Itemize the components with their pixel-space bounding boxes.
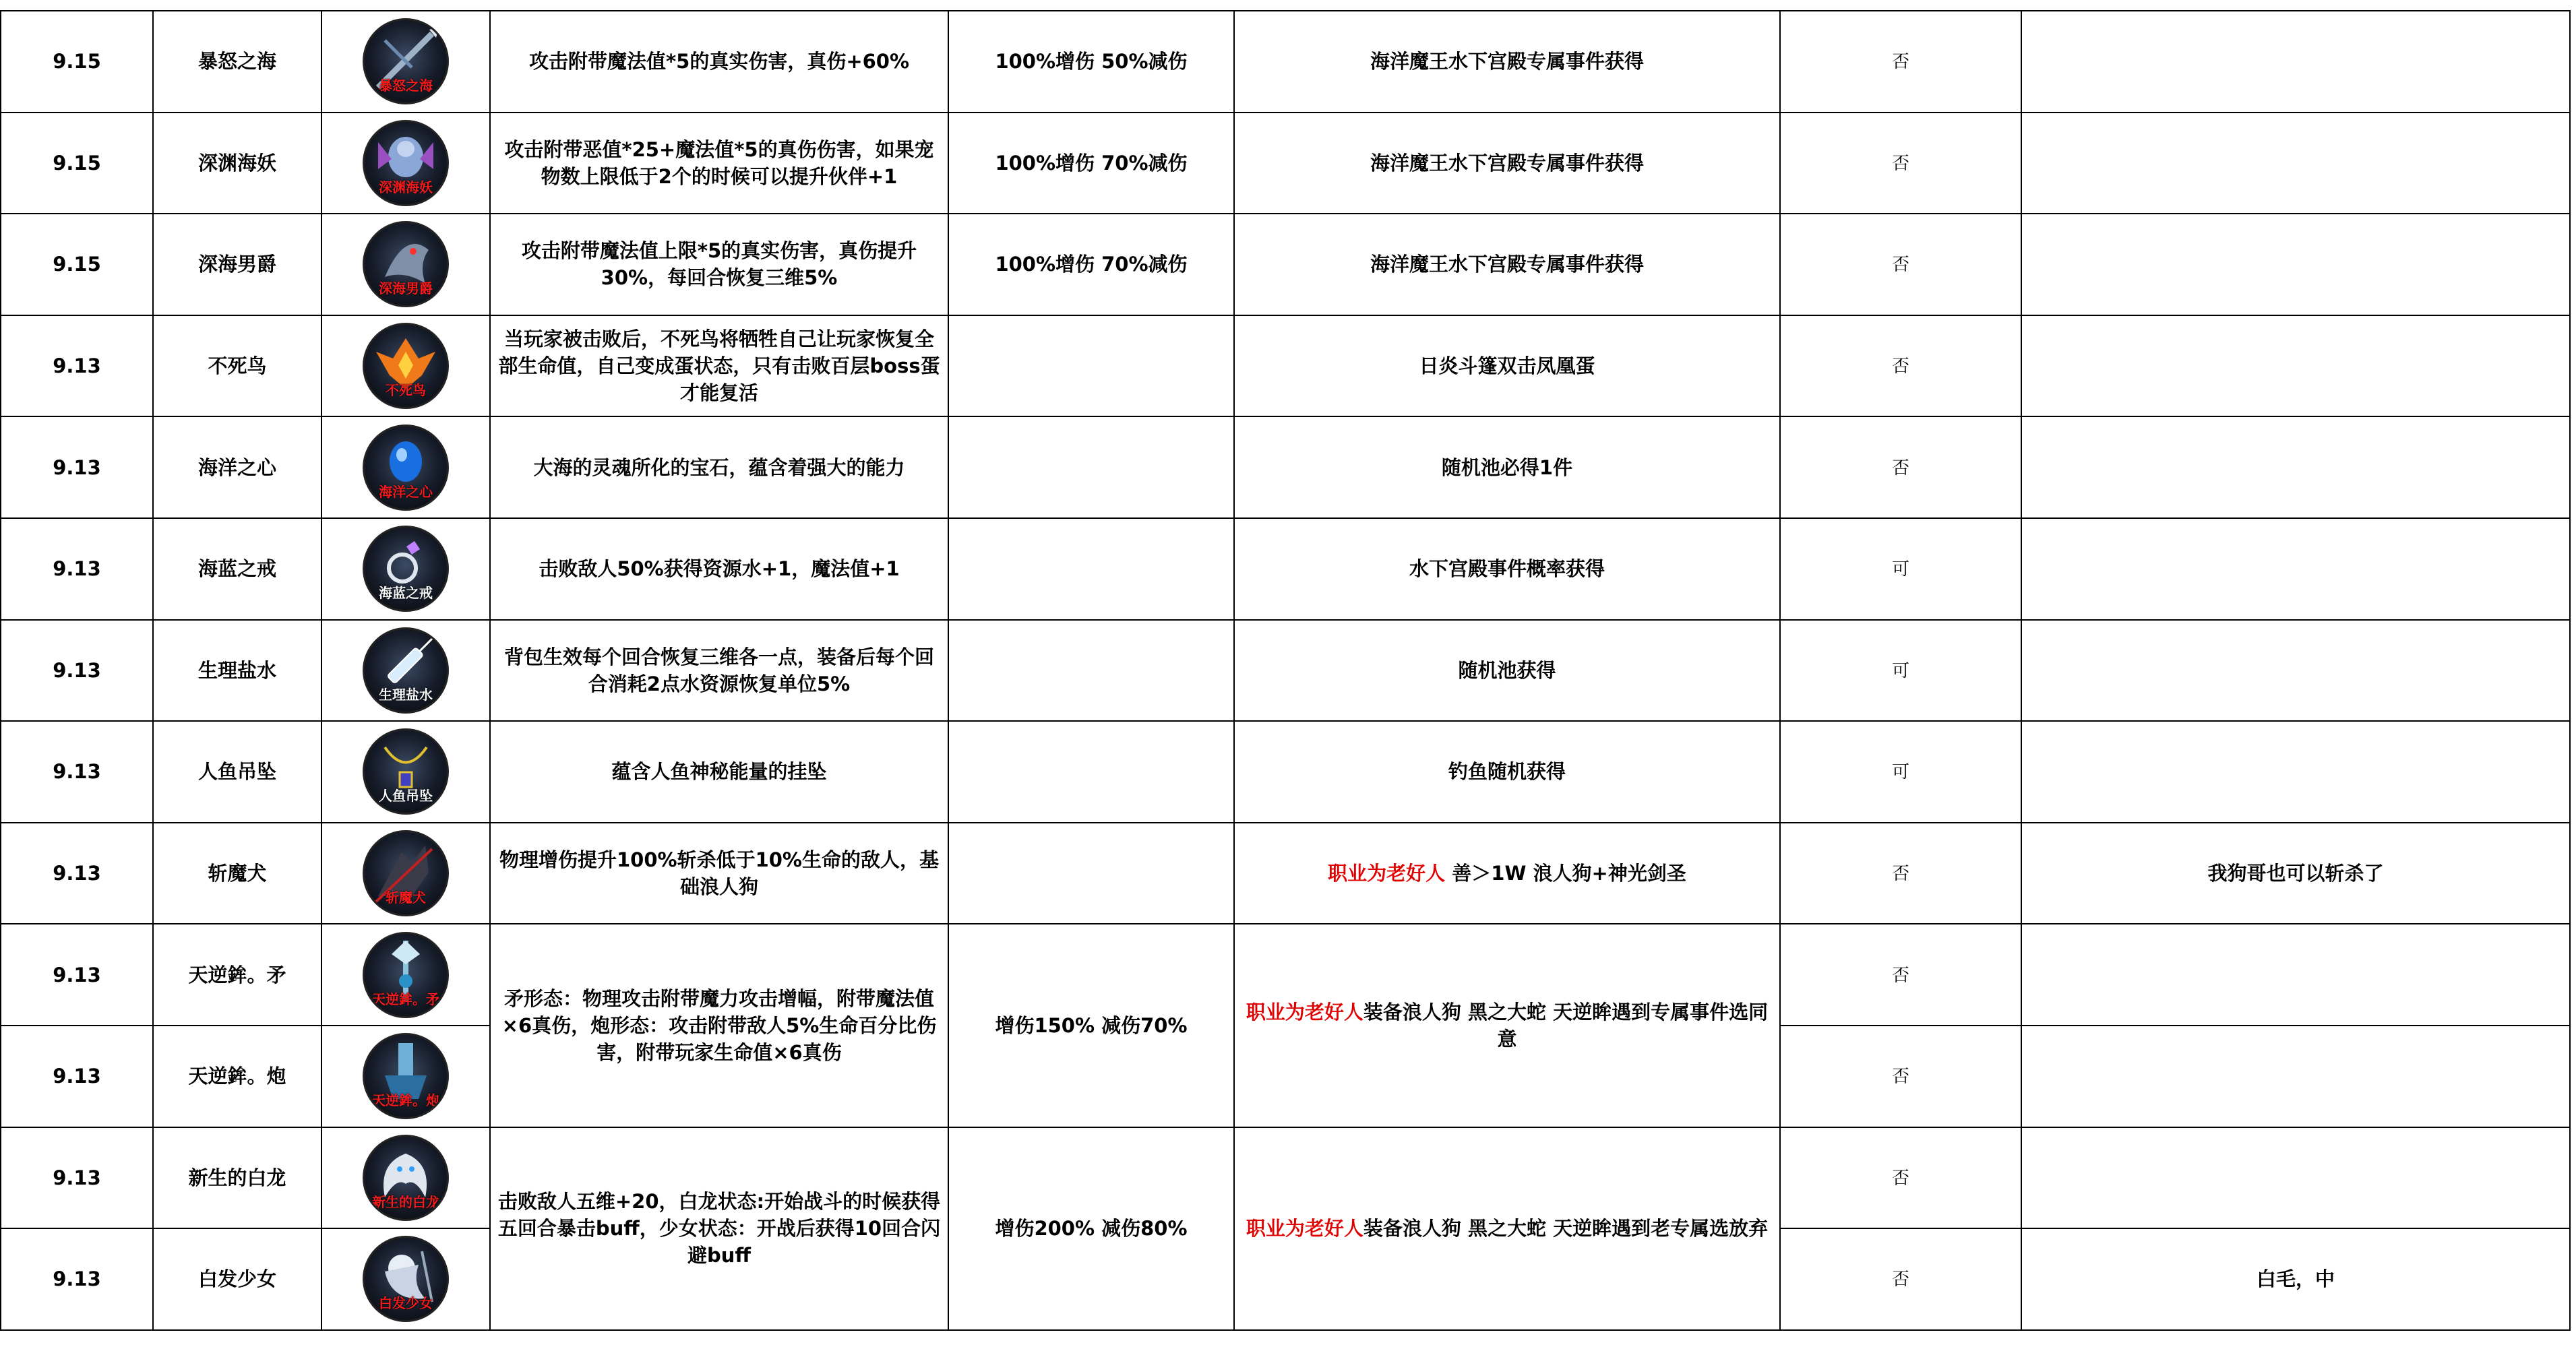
source-cell — [1234, 214, 1780, 315]
item-name: 暴怒之海 — [197, 50, 276, 73]
mark-cell — [1780, 823, 2021, 924]
source-cell — [1234, 11, 1780, 113]
source-cell — [1234, 518, 1780, 620]
mark-text: 否 — [1891, 153, 1909, 174]
date-text: 9.13 — [53, 1166, 101, 1189]
stats-text: 增伤200% 减伤80% — [995, 1217, 1188, 1240]
mark-cell — [1780, 1026, 2021, 1127]
date-cell — [1, 315, 153, 417]
item-name: 海蓝之戒 — [197, 557, 276, 581]
mark-text: 否 — [1891, 864, 1909, 885]
name-cell — [153, 620, 321, 722]
table-row — [1, 518, 2570, 620]
note-cell — [2021, 113, 2570, 214]
date-cell — [1, 416, 153, 518]
ring-icon — [363, 526, 449, 612]
item-name: 深渊海妖 — [197, 151, 276, 175]
note-cell — [2021, 11, 2570, 113]
table-row — [1, 315, 2570, 417]
mark-text: 否 — [1891, 356, 1909, 377]
mark-cell — [1780, 113, 2021, 214]
date-text: 9.13 — [53, 1267, 101, 1291]
effect-text: 矛形态：物理攻击附带魔力攻击增幅，附带魔法值×6真伤，炮形态：攻击附带敌人5%生命百分比伤害，附带玩家生命值×6真伤 — [501, 986, 937, 1064]
source-text: 海洋魔王水下宫殿专属事件获得 — [1370, 151, 1644, 175]
syringe-icon — [363, 627, 449, 714]
date-cell — [1, 113, 153, 214]
mark-text: 可 — [1891, 559, 1909, 580]
note-text: 我狗哥也可以斩杀了 — [2207, 862, 2384, 885]
mark-text: 否 — [1891, 1168, 1909, 1189]
mark-text: 否 — [1891, 1269, 1909, 1290]
name-cell — [153, 924, 321, 1026]
effect-cell — [490, 620, 948, 722]
source-cell — [1234, 924, 1780, 1127]
mark-text: 可 — [1891, 660, 1909, 681]
name-cell — [153, 1228, 321, 1330]
stats-cell — [948, 11, 1234, 113]
cannon-icon — [363, 1033, 449, 1119]
note-cell — [2021, 1228, 2570, 1330]
effect-cell — [490, 823, 948, 924]
mark-cell — [1780, 1127, 2021, 1229]
date-text: 9.13 — [53, 1065, 101, 1088]
source-highlight: 职业为老好人 — [1246, 1217, 1363, 1240]
item-name: 不死鸟 — [208, 354, 267, 378]
icon-cell — [321, 315, 490, 417]
effect-cell — [490, 1127, 948, 1330]
phoenix-icon — [363, 323, 449, 409]
date-text: 9.13 — [53, 557, 101, 581]
date-cell — [1, 518, 153, 620]
mark-cell — [1780, 924, 2021, 1026]
note-cell — [2021, 416, 2570, 518]
girl-icon — [363, 1236, 449, 1322]
date-cell — [1, 620, 153, 722]
table-row — [1, 823, 2570, 924]
mark-text: 否 — [1891, 1067, 1909, 1088]
date-text: 9.13 — [53, 354, 101, 378]
effect-text: 攻击附带魔法值上限*5的真实伤害，真伤提升30%，每回合恢复三维5% — [521, 239, 917, 290]
table-row — [1, 620, 2570, 722]
table-row — [1, 721, 2570, 823]
note-cell — [2021, 1127, 2570, 1229]
source-cell — [1234, 620, 1780, 722]
source-cell — [1234, 113, 1780, 214]
stats-cell — [948, 518, 1234, 620]
stats-cell — [948, 315, 1234, 417]
icon-label: 不死鸟 — [386, 382, 426, 399]
effect-text: 击败敌人50%获得资源水+1，魔法值+1 — [539, 557, 900, 581]
date-text: 9.13 — [53, 760, 101, 784]
source-text: 海洋魔王水下宫殿专属事件获得 — [1370, 253, 1644, 276]
icon-cell — [321, 1127, 490, 1229]
stats-cell — [948, 620, 1234, 722]
effect-cell — [490, 315, 948, 417]
sea-spear-icon — [363, 18, 449, 104]
item-name: 斩魔犬 — [208, 862, 267, 885]
note-cell — [2021, 518, 2570, 620]
icon-cell — [321, 1026, 490, 1127]
table-row — [1, 1127, 2570, 1229]
name-cell — [153, 315, 321, 417]
mark-cell — [1780, 416, 2021, 518]
mark-cell — [1780, 1228, 2021, 1330]
item-name: 深海男爵 — [197, 253, 276, 276]
effect-cell — [490, 416, 948, 518]
icon-label: 白发少女 — [379, 1295, 433, 1312]
name-cell — [153, 823, 321, 924]
mark-cell — [1780, 518, 2021, 620]
name-cell — [153, 1026, 321, 1127]
table-row — [1, 924, 2570, 1026]
note-cell — [2021, 620, 2570, 722]
icon-label: 新生的白龙 — [372, 1193, 439, 1210]
note-cell — [2021, 214, 2570, 315]
effect-cell — [490, 214, 948, 315]
date-cell — [1, 823, 153, 924]
date-text: 9.13 — [53, 455, 101, 479]
mark-text: 否 — [1891, 965, 1909, 986]
item-name: 天逆鉾。炮 — [188, 1065, 286, 1088]
icon-cell — [321, 721, 490, 823]
icon-cell — [321, 924, 490, 1026]
item-name: 海洋之心 — [197, 455, 276, 479]
stats-cell — [948, 113, 1234, 214]
mark-text: 否 — [1891, 458, 1909, 478]
sea-baron-icon — [363, 221, 449, 307]
icon-cell — [321, 113, 490, 214]
effect-cell — [490, 518, 948, 620]
mark-text: 可 — [1891, 762, 1909, 783]
item-name: 新生的白龙 — [188, 1166, 286, 1189]
icon-label: 人鱼吊坠 — [379, 788, 433, 805]
date-text: 9.15 — [53, 50, 101, 73]
effect-text: 大海的灵魂所化的宝石，蕴含着强大的能力 — [533, 455, 905, 479]
stats-cell — [948, 1127, 1234, 1330]
icon-label: 海蓝之戒 — [379, 585, 433, 602]
source-cell — [1234, 1127, 1780, 1330]
effect-cell — [490, 721, 948, 823]
date-cell — [1, 1228, 153, 1330]
source-cell — [1234, 823, 1780, 924]
name-cell — [153, 214, 321, 315]
effect-text: 当玩家被击败后，不死鸟将牺牲自己让玩家恢复全部生命值，自己变成蛋状态，只有击败百层boss蛋才能复活 — [498, 327, 940, 405]
mark-text: 否 — [1891, 52, 1909, 73]
halberd-icon — [363, 932, 449, 1018]
source-text: 装备浪人狗 黑之大蛇 天逆眸遇到专属事件选同意 — [1363, 1000, 1769, 1050]
source-cell — [1234, 315, 1780, 417]
icon-cell — [321, 1228, 490, 1330]
icon-cell — [321, 416, 490, 518]
stats-text: 100%增伤 70%减伤 — [995, 253, 1188, 276]
name-cell — [153, 11, 321, 113]
effect-cell — [490, 924, 948, 1127]
table-row — [1, 416, 2570, 518]
source-text: 水下宫殿事件概率获得 — [1409, 557, 1605, 581]
mark-cell — [1780, 620, 2021, 722]
mark-cell — [1780, 11, 2021, 113]
source-text: 善＞1W 浪人狗+神光剑圣 — [1445, 862, 1686, 885]
effect-cell — [490, 11, 948, 113]
icon-cell — [321, 620, 490, 722]
date-cell — [1, 924, 153, 1026]
sea-demon-icon — [363, 120, 449, 206]
icon-label: 深海男爵 — [379, 280, 433, 297]
mark-cell — [1780, 214, 2021, 315]
effect-text: 背包生效每个回合恢复三维各一点，装备后每个回合消耗2点水资源恢复单位5% — [503, 645, 934, 695]
item-table — [0, 10, 2571, 1331]
stats-text: 增伤150% 减伤70% — [995, 1013, 1188, 1037]
effect-cell — [490, 113, 948, 214]
mark-text: 否 — [1891, 255, 1909, 276]
date-cell — [1, 214, 153, 315]
mark-cell — [1780, 721, 2021, 823]
stats-cell — [948, 416, 1234, 518]
gem-icon — [363, 425, 449, 511]
effect-text: 攻击附带恶值*25+魔法值*5的真伤伤害，如果宠物数上限低于2个的时候可以提升伙伴+1 — [504, 137, 934, 188]
note-cell — [2021, 1026, 2570, 1127]
icon-label: 深渊海妖 — [379, 179, 433, 195]
mark-cell — [1780, 315, 2021, 417]
dragon-icon — [363, 1135, 449, 1221]
effect-text: 攻击附带魔法值*5的真实伤害，真伤+60% — [528, 50, 910, 73]
source-cell — [1234, 721, 1780, 823]
source-text: 日炎斗篷双击凤凰蛋 — [1419, 354, 1595, 378]
date-cell — [1, 721, 153, 823]
item-name: 人鱼吊坠 — [197, 760, 276, 784]
note-cell — [2021, 315, 2570, 417]
icon-cell — [321, 823, 490, 924]
icon-label: 斩魔犬 — [386, 889, 426, 906]
source-text: 钓鱼随机获得 — [1448, 760, 1566, 784]
stats-cell — [948, 823, 1234, 924]
icon-label: 生理盐水 — [379, 686, 433, 703]
note-cell — [2021, 823, 2570, 924]
name-cell — [153, 416, 321, 518]
icon-cell — [321, 214, 490, 315]
item-name: 白发少女 — [197, 1267, 276, 1291]
icon-cell — [321, 518, 490, 620]
date-text: 9.15 — [53, 151, 101, 175]
icon-label: 天逆鉾。矛 — [372, 991, 439, 1007]
source-highlight: 职业为老好人 — [1246, 1000, 1363, 1024]
source-cell — [1234, 416, 1780, 518]
stats-cell — [948, 214, 1234, 315]
source-text: 海洋魔王水下宫殿专属事件获得 — [1370, 50, 1644, 73]
name-cell — [153, 518, 321, 620]
pendant-icon — [363, 728, 449, 815]
effect-text: 物理增伤提升100%斩杀低于10%生命的敌人，基础浪人狗 — [499, 848, 939, 899]
item-name: 生理盐水 — [197, 658, 276, 682]
date-text: 9.13 — [53, 658, 101, 682]
item-name: 天逆鉾。矛 — [188, 963, 286, 986]
stats-cell — [948, 721, 1234, 823]
stats-cell — [948, 924, 1234, 1127]
source-text: 装备浪人狗 黑之大蛇 天逆眸遇到老专属选放弃 — [1363, 1217, 1769, 1240]
date-text: 9.13 — [53, 862, 101, 885]
name-cell — [153, 113, 321, 214]
wolf-icon — [363, 830, 449, 916]
source-highlight: 职业为老好人 — [1328, 862, 1446, 885]
source-text: 随机池获得 — [1458, 658, 1556, 682]
table-row — [1, 113, 2570, 214]
date-cell — [1, 1127, 153, 1229]
source-text: 随机池必得1件 — [1441, 455, 1573, 479]
icon-label: 海洋之心 — [379, 483, 433, 500]
note-cell — [2021, 924, 2570, 1026]
icon-cell — [321, 11, 490, 113]
note-cell — [2021, 721, 2570, 823]
table-row — [1, 11, 2570, 113]
date-text: 9.13 — [53, 963, 101, 986]
date-text: 9.15 — [53, 253, 101, 276]
date-cell — [1, 1026, 153, 1127]
date-cell — [1, 11, 153, 113]
icon-label: 暴怒之海 — [379, 77, 433, 94]
note-text: 白毛，中 — [2256, 1267, 2335, 1291]
effect-text: 蕴含人鱼神秘能量的挂坠 — [611, 760, 827, 784]
table-row — [1, 214, 2570, 315]
effect-text: 击败敌人五维+20，白龙状态:开始战斗的时候获得五回合暴击buff，少女状态：开战后获得10回合闪避buff — [497, 1190, 941, 1267]
stats-text: 100%增伤 70%减伤 — [995, 151, 1188, 175]
icon-label: 天逆鉾。炮 — [372, 1092, 439, 1109]
stats-text: 100%增伤 50%减伤 — [995, 50, 1188, 73]
name-cell — [153, 721, 321, 823]
name-cell — [153, 1127, 321, 1229]
